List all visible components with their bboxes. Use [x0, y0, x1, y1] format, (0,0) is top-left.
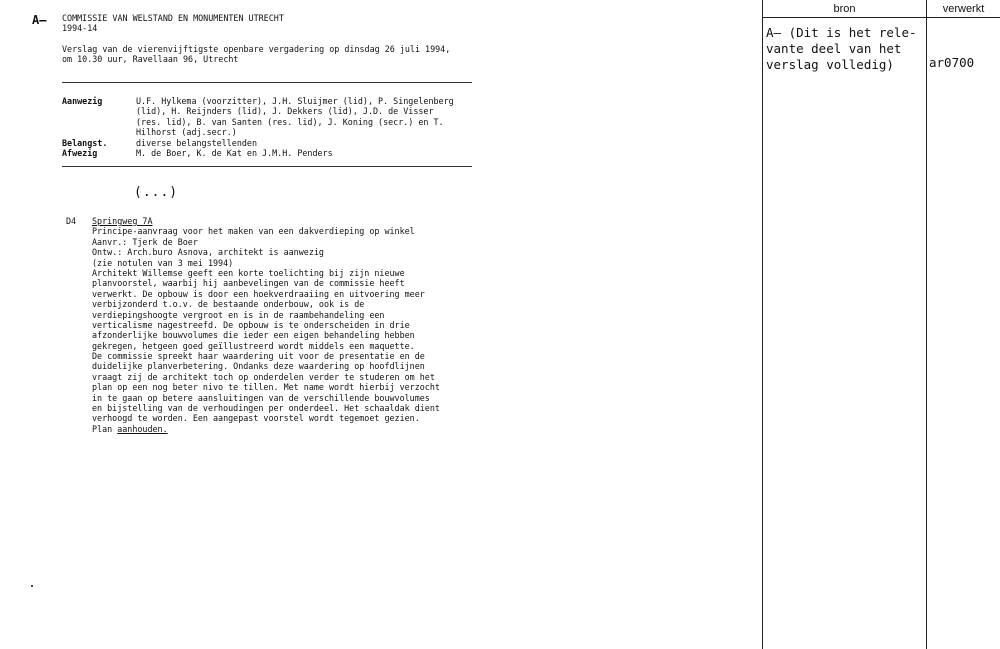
aanwezig-line: Hilhorst (adj.secr.)	[136, 127, 237, 138]
table-header-rule	[762, 17, 1000, 18]
label-belangst: Belangst.	[62, 137, 108, 148]
body-line: verticalisme nagestreefd. De opbouw is te onderscheiden in drie	[92, 319, 410, 330]
bron-note-line: verslag volledig)	[766, 57, 894, 72]
body-line: verdiepingshoogte vergroot en is in de raambehandeling een	[92, 309, 385, 320]
title-line-2: om 10.30 uur, Ravellaan 96, Utrecht	[62, 54, 239, 64]
body-line: in te gaan op betere aansluitingen van de verschillende bouwvolumes	[92, 392, 430, 403]
body-line: verbijzonderd t.o.v. de bestaande onderbouw, ook is de	[92, 299, 365, 310]
body-line: Aanvr.: Tjerk de Boer	[92, 236, 198, 247]
divider-bottom	[62, 166, 472, 167]
final-line	[92, 424, 440, 434]
body-line: De commissie spreekt haar waardering uit voor de presentatie en de	[92, 351, 425, 362]
bron-note-line: vante deel van het	[766, 41, 902, 56]
body-line: gekregen, hetgeen goed geïllustreerd wordt middels een maquette.	[92, 340, 415, 351]
margin-mark: A–	[32, 13, 47, 27]
final-prefix: Plan	[92, 423, 113, 434]
body-line: Principe-aanvraag voor het maken van een dakverdieping op winkel	[92, 226, 415, 237]
belangst-line: diverse belangstellenden	[136, 137, 258, 148]
body-line: (zie notulen van 3 mei 1994)	[92, 257, 234, 268]
body-line: verhoogd te worden. Een aangepast voorstel wordt tegemoet gezien.	[92, 413, 420, 424]
body-line: Ontw.: Arch.buro Asnova, architekt is aanwezig	[92, 247, 324, 258]
aanwezig-line: (lid), H. Reijnders (lid), J. Dekkers (lid), J.D. de Visser	[136, 106, 434, 117]
body-line: afzonderlijke bouwvolumes die ieder een eigen behandeling hebben	[92, 330, 415, 341]
bron-note	[766, 25, 917, 73]
ellipsis: (...)	[134, 185, 179, 200]
item-body	[92, 226, 440, 434]
divider-top	[62, 82, 472, 83]
final-decision: aanhouden.	[117, 423, 168, 434]
header-verwerkt: verwerkt	[942, 3, 985, 15]
header-org: COMMISSIE VAN WELSTAND EN MONUMENTEN UTRECHT	[62, 13, 284, 23]
body-line: vraagt zij de architekt toch op onderdelen verder te studeren om het	[92, 371, 435, 382]
bron-note-line: A– (Dit is het rele-	[766, 25, 917, 40]
aanwezig-line: (res. lid), B. van Santen (res. lid), J. Koning (secr.) en T.	[136, 116, 444, 127]
scan-speck	[31, 585, 33, 587]
body-line: plan op een nog beter nivo te tillen. Met name wordt hierbij verzocht	[92, 382, 440, 393]
afwezig-line: M. de Boer, K. de Kat en J.M.H. Penders	[136, 148, 333, 158]
body-line: Architekt Willemse geeft een korte toelichting bij zijn nieuwe	[92, 267, 405, 278]
item-code: D4	[66, 216, 77, 226]
body-line: verwerkt. De opbouw is door een hoekverdraaiing en uitvoering meer	[92, 288, 425, 299]
body-line: planvoorstel, waarbij hij aanbevelingen van de commissie heeft	[92, 278, 405, 289]
header-year: 1994-14	[62, 23, 98, 33]
table-column-divider	[926, 0, 927, 649]
title-line-1: Verslag van de vierenvijftigste openbare vergadering op dinsdag 26 juli 1994,	[62, 44, 451, 54]
header-bron: bron	[833, 3, 856, 15]
table-border-left	[762, 0, 763, 649]
item-title: Springweg 7A	[92, 216, 153, 226]
body-line: duidelijke planverbetering. Ondanks deze waardering op hoofdlijnen	[92, 361, 425, 372]
aanwezig-line: U.F. Hylkema (voorzitter), J.H. Sluijmer (lid), P. Singelenberg	[136, 96, 454, 106]
label-afwezig: Afwezig	[62, 148, 98, 158]
body-line: en bijstelling van de verhoudingen per onderdeel. Het schaaldak dient	[92, 403, 440, 414]
label-aanwezig: Aanwezig	[62, 96, 103, 106]
verwerkt-value: ar0700	[929, 55, 975, 70]
